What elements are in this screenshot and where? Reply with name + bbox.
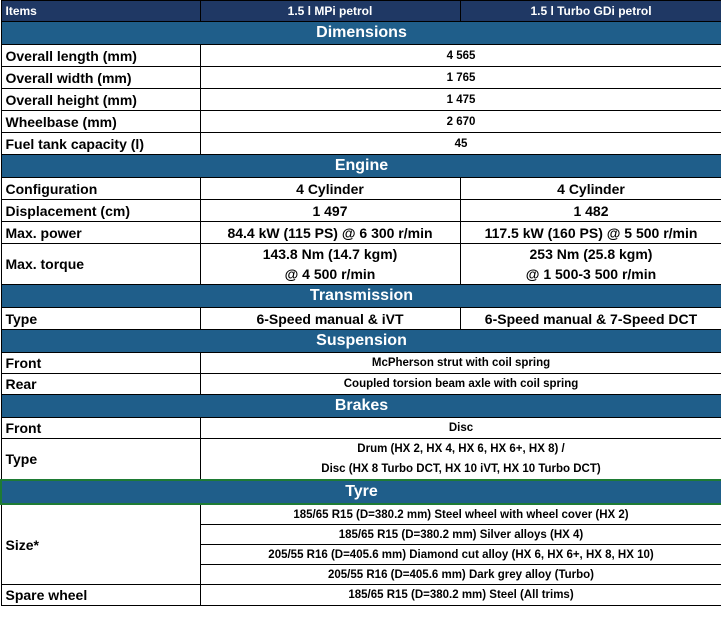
section-transmission (1, 285, 721, 308)
section-suspension (1, 330, 721, 353)
table-row (1, 133, 721, 155)
table-row (1, 89, 721, 111)
turbo-torque-line2: @ 1 500-3 500 r/min (525, 266, 657, 282)
mpi-value: 1 497 (200, 200, 460, 222)
row-value: Coupled torsion beam axle with coil spring (200, 374, 721, 395)
table-row (1, 178, 721, 200)
row-label: Front (1, 353, 200, 374)
tyre-size: 185/65 R15 (D=380.2 mm) Steel wheel with wheel cover (HX 2) (200, 504, 721, 525)
table-row (1, 439, 721, 481)
row-label: Max. torque (1, 244, 200, 285)
row-label: Fuel tank capacity (l) (1, 133, 200, 155)
row-label: Wheelbase (mm) (1, 111, 200, 133)
section-title: Brakes (1, 395, 721, 418)
table-row (1, 111, 721, 133)
tyre-size: 185/65 R15 (D=380.2 mm) Silver alloys (HX 4) (200, 525, 721, 545)
row-value: 45 (200, 133, 721, 155)
mpi-torque-line1: 143.8 Nm (14.7 kgm) (262, 246, 398, 262)
header-mpi: 1.5 l MPi petrol (200, 1, 460, 22)
row-label: Overall height (mm) (1, 89, 200, 111)
section-title: Engine (1, 155, 721, 178)
row-label: Max. power (1, 222, 200, 244)
row-value: 2 670 (200, 111, 721, 133)
row-value (200, 439, 721, 481)
table-row (1, 200, 721, 222)
row-label: Front (1, 418, 200, 439)
section-title: Transmission (1, 285, 721, 308)
table-row (1, 504, 721, 525)
row-value: Disc (200, 418, 721, 439)
table-row (1, 308, 721, 330)
section-title: Suspension (1, 330, 721, 353)
brake-type-line1: Drum (HX 2, HX 4, HX 6, HX 6+, HX 8) / (357, 443, 565, 455)
turbo-value: 6-Speed manual & 7-Speed DCT (460, 308, 721, 330)
row-value: 4 565 (200, 45, 721, 67)
mpi-value (200, 244, 460, 285)
mpi-value: 4 Cylinder (200, 178, 460, 200)
table-header (1, 1, 721, 22)
table-row (1, 353, 721, 374)
section-tyre (1, 480, 721, 504)
turbo-value: 117.5 kW (160 PS) @ 5 500 r/min (460, 222, 721, 244)
row-value: 1 765 (200, 67, 721, 89)
section-brakes (1, 395, 721, 418)
table-row (1, 67, 721, 89)
mpi-value: 6-Speed manual & iVT (200, 308, 460, 330)
section-title: Dimensions (1, 22, 721, 45)
tyre-size: 205/55 R16 (D=405.6 mm) Diamond cut alloy (HX 6, HX 6+, HX 8, HX 10) (200, 545, 721, 565)
turbo-value (460, 244, 721, 285)
row-label: Type (1, 308, 200, 330)
tyre-size: 205/55 R16 (D=405.6 mm) Dark grey alloy (Turbo) (200, 565, 721, 585)
header-items: Items (1, 1, 200, 22)
row-label: Configuration (1, 178, 200, 200)
turbo-value: 4 Cylinder (460, 178, 721, 200)
row-label: Overall length (mm) (1, 45, 200, 67)
row-label: Type (1, 439, 200, 481)
mpi-value: 84.4 kW (115 PS) @ 6 300 r/min (200, 222, 460, 244)
turbo-torque-line1: 253 Nm (25.8 kgm) (529, 246, 653, 262)
table-row (1, 585, 721, 606)
table-row (1, 222, 721, 244)
table-row (1, 45, 721, 67)
section-engine (1, 155, 721, 178)
mpi-torque-line2: @ 4 500 r/min (284, 266, 376, 282)
section-dimensions (1, 22, 721, 45)
turbo-value: 1 482 (460, 200, 721, 222)
table-row (1, 244, 721, 285)
table-row (1, 418, 721, 439)
row-label: Displacement (cm) (1, 200, 200, 222)
row-label: Rear (1, 374, 200, 395)
row-value: 1 475 (200, 89, 721, 111)
section-title: Tyre (1, 480, 721, 504)
row-label: Overall width (mm) (1, 67, 200, 89)
header-turbo: 1.5 l Turbo GDi petrol (460, 1, 721, 22)
brake-type-line2: Disc (HX 8 Turbo DCT, HX 10 iVT, HX 10 Turbo DCT) (321, 463, 601, 475)
row-value: 185/65 R15 (D=380.2 mm) Steel (All trims) (200, 585, 721, 606)
row-label: Size* (1, 504, 200, 585)
row-label: Spare wheel (1, 585, 200, 606)
table-row (1, 374, 721, 395)
row-value: McPherson strut with coil spring (200, 353, 721, 374)
